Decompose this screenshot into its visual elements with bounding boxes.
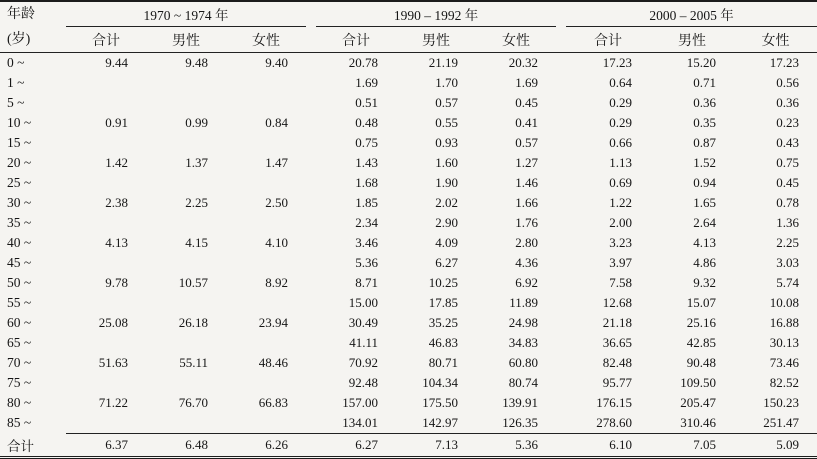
value-cell: 134.01 (342, 415, 378, 430)
value-cell: 3.23 (609, 235, 632, 250)
value-cell: 15.07 (686, 295, 716, 310)
value-cell: 16.88 (769, 315, 799, 330)
value-cell: 46.83 (428, 335, 458, 350)
value-cell (226, 333, 306, 353)
value-cell: 6.27 (435, 255, 458, 270)
table-row (0, 113, 817, 133)
group-gap (306, 293, 316, 313)
group-gap (556, 353, 566, 373)
value-cell: 0.36 (776, 95, 799, 110)
group-gap (556, 27, 566, 53)
value-cell: 0.93 (435, 135, 458, 150)
value-cell: 0.41 (515, 115, 538, 130)
value-cell: 9.40 (265, 55, 288, 70)
value-cell: 0.56 (776, 75, 799, 90)
value-cell: 2.34 (355, 215, 378, 230)
group-gap (306, 313, 316, 333)
value-cell (146, 173, 226, 193)
value-cell: 1.60 (435, 155, 458, 170)
age-cell: 40 ~ (7, 235, 32, 250)
value-cell: 6.10 (566, 434, 650, 458)
group-gap (556, 93, 566, 113)
table-row (0, 333, 817, 353)
value-cell: 48.46 (258, 355, 288, 370)
value-cell: 9.78 (105, 275, 128, 290)
value-cell: 4.13 (693, 235, 716, 250)
value-cell: 8.71 (355, 275, 378, 290)
value-cell: 1.46 (515, 175, 538, 190)
group-gap (306, 413, 316, 434)
table-row (0, 293, 817, 313)
value-cell: 12.68 (602, 295, 632, 310)
value-cell (226, 213, 306, 233)
value-cell: 0.29 (609, 95, 632, 110)
age-cell: 60 ~ (7, 315, 32, 330)
value-cell: 42.85 (686, 335, 716, 350)
period-header-1990-1992: 1990 – 1992 年 (316, 1, 556, 27)
value-cell: 0.78 (776, 195, 799, 210)
value-cell: 60.80 (508, 355, 538, 370)
table-row (0, 253, 817, 273)
value-cell: 9.32 (693, 275, 716, 290)
group-gap (556, 53, 566, 74)
age-cell: 30 ~ (7, 195, 32, 210)
group-gap (306, 133, 316, 153)
col-header-total: 合计 (316, 27, 396, 53)
value-cell: 90.48 (686, 355, 716, 370)
value-cell (66, 413, 146, 434)
value-cell (146, 333, 226, 353)
value-cell: 0.66 (609, 135, 632, 150)
value-cell: 126.35 (502, 415, 538, 430)
table-header (0, 1, 817, 53)
value-cell: 1.69 (515, 75, 538, 90)
group-gap (556, 113, 566, 133)
value-cell: 104.34 (422, 375, 458, 390)
value-cell: 95.77 (602, 375, 632, 390)
value-cell: 2.90 (435, 215, 458, 230)
group-gap (306, 393, 316, 413)
value-cell (226, 73, 306, 93)
value-cell: 5.36 (355, 255, 378, 270)
col-header-female: 女性 (226, 27, 306, 53)
value-cell (146, 253, 226, 273)
value-cell: 2.25 (185, 195, 208, 210)
group-gap (556, 333, 566, 353)
value-cell (146, 73, 226, 93)
value-cell: 6.37 (66, 434, 146, 458)
value-cell: 17.85 (428, 295, 458, 310)
value-cell: 25.08 (98, 315, 128, 330)
value-cell: 6.27 (316, 434, 396, 458)
age-cell: 70 ~ (7, 355, 32, 370)
value-cell (146, 213, 226, 233)
group-gap (556, 173, 566, 193)
value-cell (226, 293, 306, 313)
value-cell: 82.52 (769, 375, 799, 390)
value-cell: 2.64 (693, 215, 716, 230)
group-gap (306, 1, 316, 27)
value-cell: 2.50 (265, 195, 288, 210)
group-gap (556, 133, 566, 153)
age-header-line1: 年龄 (7, 7, 35, 22)
age-cell: 20 ~ (7, 155, 32, 170)
age-cell: 45 ~ (7, 255, 32, 270)
value-cell: 0.45 (776, 175, 799, 190)
value-cell: 278.60 (596, 415, 632, 430)
value-cell: 71.22 (98, 395, 128, 410)
age-cell: 35 ~ (7, 215, 32, 230)
value-cell: 92.48 (348, 375, 378, 390)
value-cell: 1.42 (105, 155, 128, 170)
value-cell: 9.48 (185, 55, 208, 70)
col-header-male: 男性 (146, 27, 226, 53)
value-cell: 2.80 (515, 235, 538, 250)
col-header-male: 男性 (650, 27, 734, 53)
value-cell: 6.48 (146, 434, 226, 458)
value-cell: 2.00 (609, 215, 632, 230)
group-gap (556, 253, 566, 273)
value-cell: 0.71 (693, 75, 716, 90)
group-gap (556, 313, 566, 333)
value-cell: 70.92 (348, 355, 378, 370)
table-row (0, 193, 817, 213)
value-cell: 1.47 (265, 155, 288, 170)
value-cell: 5.74 (776, 275, 799, 290)
value-cell: 2.25 (776, 235, 799, 250)
value-cell: 0.45 (515, 95, 538, 110)
value-cell (226, 133, 306, 153)
value-cell: 23.94 (258, 315, 288, 330)
value-cell: 175.50 (422, 395, 458, 410)
age-cell: 85 ~ (7, 415, 32, 431)
value-cell: 55.11 (179, 355, 208, 370)
value-cell: 20.32 (508, 55, 538, 70)
value-cell (66, 133, 146, 153)
value-cell: 4.36 (515, 255, 538, 270)
table-row (0, 93, 817, 113)
value-cell: 0.84 (265, 115, 288, 130)
value-cell: 1.76 (515, 215, 538, 230)
col-header-total: 合计 (566, 27, 650, 53)
value-cell: 17.23 (602, 55, 632, 70)
value-cell (66, 93, 146, 113)
value-cell: 109.50 (680, 375, 716, 390)
value-cell: 150.23 (763, 395, 799, 410)
value-cell (146, 413, 226, 434)
age-cell: 25 ~ (7, 175, 32, 190)
value-cell: 139.91 (502, 395, 538, 410)
table-row (0, 313, 817, 333)
value-cell: 1.90 (435, 175, 458, 190)
age-cell: 75 ~ (7, 375, 32, 390)
total-row (0, 434, 817, 458)
value-cell (66, 293, 146, 313)
value-cell: 157.00 (342, 395, 378, 410)
table-row (0, 133, 817, 153)
age-cell: 65 ~ (7, 335, 32, 350)
period-header-row (0, 1, 817, 27)
value-cell: 251.47 (763, 415, 799, 430)
value-cell: 0.43 (776, 135, 799, 150)
value-cell (66, 373, 146, 393)
group-gap (306, 434, 316, 458)
value-cell: 0.75 (776, 155, 799, 170)
value-cell: 82.48 (602, 355, 632, 370)
group-gap (306, 213, 316, 233)
age-cell: 5 ~ (7, 95, 25, 110)
table-row (0, 173, 817, 193)
value-cell (146, 133, 226, 153)
group-gap (306, 173, 316, 193)
value-cell: 5.36 (476, 434, 556, 458)
value-cell: 10.08 (769, 295, 799, 310)
value-cell: 4.15 (185, 235, 208, 250)
col-header-total: 合计 (66, 27, 146, 53)
table-row (0, 393, 817, 413)
value-cell: 1.66 (515, 195, 538, 210)
group-gap (306, 273, 316, 293)
value-cell: 25.16 (686, 315, 716, 330)
value-cell: 1.85 (355, 195, 378, 210)
group-gap (306, 73, 316, 93)
age-header-line2: (岁) (7, 32, 31, 47)
value-cell: 7.58 (609, 275, 632, 290)
value-cell: 3.97 (609, 255, 632, 270)
group-gap (306, 93, 316, 113)
group-gap (306, 153, 316, 173)
value-cell: 0.35 (693, 115, 716, 130)
value-cell: 10.57 (178, 275, 208, 290)
value-cell (146, 293, 226, 313)
value-cell: 5.09 (734, 434, 817, 458)
value-cell: 15.00 (348, 295, 378, 310)
value-cell (66, 213, 146, 233)
col-header-male: 男性 (396, 27, 476, 53)
value-cell: 7.05 (650, 434, 734, 458)
age-cell: 15 ~ (7, 135, 32, 150)
value-cell (66, 73, 146, 93)
value-cell: 0.75 (355, 135, 378, 150)
value-cell: 66.83 (258, 395, 288, 410)
table-row (0, 273, 817, 293)
age-cell: 10 ~ (7, 115, 32, 130)
age-cell: 80 ~ (7, 395, 32, 410)
value-cell: 20.78 (348, 55, 378, 70)
value-cell: 73.46 (769, 355, 799, 370)
value-cell: 2.02 (435, 195, 458, 210)
value-cell: 8.92 (265, 275, 288, 290)
value-cell: 0.57 (435, 95, 458, 110)
group-gap (556, 434, 566, 458)
col-header-female: 女性 (734, 27, 817, 53)
value-cell: 4.13 (105, 235, 128, 250)
table-row (0, 213, 817, 233)
value-cell: 0.48 (355, 115, 378, 130)
value-cell: 17.23 (769, 55, 799, 70)
group-gap (556, 193, 566, 213)
value-cell: 36.65 (602, 335, 632, 350)
value-cell: 0.94 (693, 175, 716, 190)
value-cell: 0.91 (105, 115, 128, 130)
period-header-1970-1974: 1970 ~ 1974 年 (66, 1, 306, 27)
group-gap (306, 353, 316, 373)
value-cell: 34.83 (508, 335, 538, 350)
group-gap (306, 373, 316, 393)
value-cell (226, 93, 306, 113)
group-gap (306, 253, 316, 273)
group-gap (306, 333, 316, 353)
table-row (0, 373, 817, 393)
value-cell: 11.89 (509, 295, 538, 310)
group-gap (556, 273, 566, 293)
value-cell: 3.46 (355, 235, 378, 250)
value-cell: 7.13 (396, 434, 476, 458)
value-cell: 0.55 (435, 115, 458, 130)
age-column-header (0, 1, 66, 53)
value-cell: 310.46 (680, 415, 716, 430)
col-header-female: 女性 (476, 27, 556, 53)
value-cell: 35.25 (428, 315, 458, 330)
value-cell: 1.52 (693, 155, 716, 170)
table-body (0, 53, 817, 434)
age-cell: 55 ~ (7, 295, 32, 310)
value-cell: 142.97 (422, 415, 458, 430)
age-cell: 0 ~ (7, 55, 25, 70)
value-cell (146, 93, 226, 113)
value-cell: 51.63 (98, 355, 128, 370)
value-cell: 0.29 (609, 115, 632, 130)
value-cell: 6.26 (226, 434, 306, 458)
table-row (0, 53, 817, 74)
value-cell: 1.68 (355, 175, 378, 190)
group-gap (556, 413, 566, 434)
value-cell: 21.19 (428, 55, 458, 70)
value-cell: 0.87 (693, 135, 716, 150)
value-cell: 10.25 (428, 275, 458, 290)
value-cell: 1.43 (355, 155, 378, 170)
sub-header-row (0, 27, 817, 53)
age-cell: 50 ~ (7, 275, 32, 290)
value-cell: 1.22 (609, 195, 632, 210)
value-cell: 4.10 (265, 235, 288, 250)
group-gap (306, 113, 316, 133)
value-cell: 3.03 (776, 255, 799, 270)
value-cell (66, 253, 146, 273)
value-cell: 1.37 (185, 155, 208, 170)
value-cell: 6.92 (515, 275, 538, 290)
value-cell: 0.36 (693, 95, 716, 110)
value-cell: 0.99 (185, 115, 208, 130)
group-gap (306, 233, 316, 253)
value-cell (146, 373, 226, 393)
age-cell: 1 ~ (7, 75, 25, 90)
group-gap (556, 233, 566, 253)
group-gap (556, 393, 566, 413)
value-cell: 41.11 (349, 335, 378, 350)
value-cell: 2.38 (105, 195, 128, 210)
group-gap (556, 373, 566, 393)
value-cell (66, 173, 146, 193)
group-gap (556, 213, 566, 233)
table-row (0, 233, 817, 253)
value-cell: 26.18 (178, 315, 208, 330)
value-cell: 1.65 (693, 195, 716, 210)
value-cell: 9.44 (105, 55, 128, 70)
value-cell: 0.51 (355, 95, 378, 110)
value-cell: 24.98 (508, 315, 538, 330)
value-cell: 1.36 (776, 215, 799, 230)
value-cell: 76.70 (178, 395, 208, 410)
value-cell: 0.69 (609, 175, 632, 190)
table-row (0, 413, 817, 434)
value-cell: 1.70 (435, 75, 458, 90)
value-cell: 205.47 (680, 395, 716, 410)
group-gap (556, 73, 566, 93)
value-cell: 4.86 (693, 255, 716, 270)
value-cell: 15.20 (686, 55, 716, 70)
group-gap (306, 53, 316, 74)
value-cell (226, 373, 306, 393)
value-cell: 4.09 (435, 235, 458, 250)
value-cell: 1.69 (355, 75, 378, 90)
value-cell: 1.13 (609, 155, 632, 170)
group-gap (556, 293, 566, 313)
value-cell: 30.13 (769, 335, 799, 350)
table-row (0, 153, 817, 173)
table-row (0, 73, 817, 93)
value-cell: 0.64 (609, 75, 632, 90)
table-row (0, 353, 817, 373)
value-cell: 1.27 (515, 155, 538, 170)
value-cell: 80.71 (428, 355, 458, 370)
value-cell: 80.74 (508, 375, 538, 390)
value-cell (66, 333, 146, 353)
group-gap (306, 27, 316, 53)
value-cell (226, 413, 306, 434)
total-row-label: 合计 (7, 438, 34, 454)
group-gap (556, 1, 566, 27)
value-cell (226, 253, 306, 273)
value-cell (226, 173, 306, 193)
value-cell: 21.18 (602, 315, 632, 330)
value-cell: 0.23 (776, 115, 799, 130)
period-header-2000-2005: 2000 – 2005 年 (566, 1, 817, 27)
value-cell: 176.15 (596, 395, 632, 410)
value-cell: 30.49 (348, 315, 378, 330)
group-gap (306, 193, 316, 213)
value-cell: 0.57 (515, 135, 538, 150)
group-gap (556, 153, 566, 173)
